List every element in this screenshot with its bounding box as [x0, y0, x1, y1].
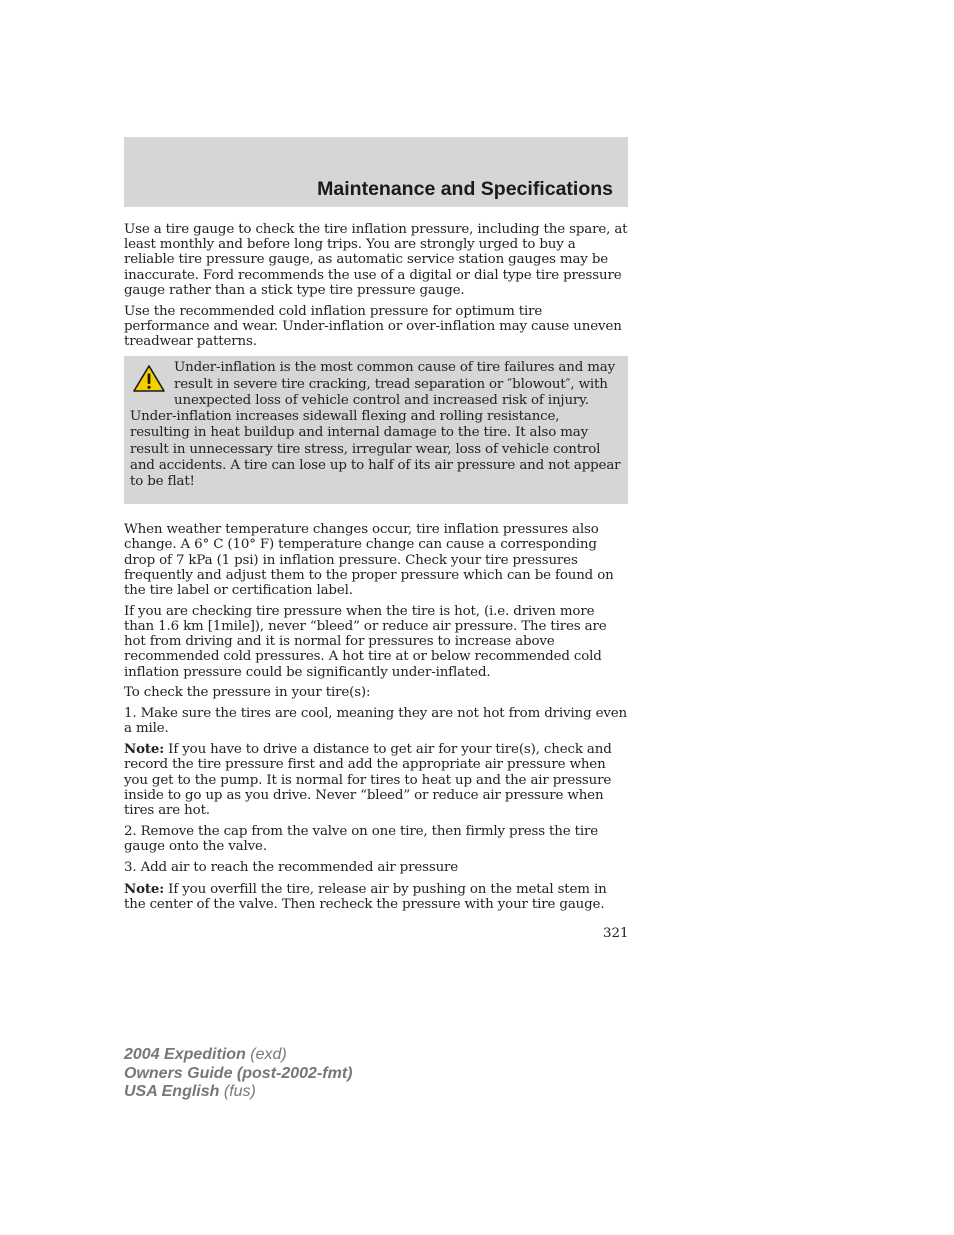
document-footer — [124, 1046, 352, 1102]
note-text: If you have to drive a distance to get air for your tire(s), check and record the tire pressure first and add the appropriate air pressure when you get to the pump. It is normal for tires to heat up and the air pressure inside to go up as you drive. Never “bleed” or reduce air pressure when tires are hot. — [124, 742, 612, 819]
step-3: 3. Add air to reach the recommended air pressure — [124, 859, 459, 875]
step-2: 2. Remove the cap from the valve on one tire, then firmly press the tire gauge onto the valve. — [124, 823, 599, 855]
footer-line-model: 2004 Expedition (exd) — [124, 1046, 287, 1063]
section-title: Maintenance and Specifications — [317, 178, 613, 200]
page-number: 321 — [603, 926, 629, 941]
warning-box — [124, 356, 628, 504]
note-text: If you overfill the tire, release air by pushing on the metal stem in the center of the valve. Then recheck the pressure with your tire gauge. — [124, 882, 607, 913]
note-label: Note: — [124, 741, 165, 758]
warning-triangle-icon — [132, 364, 166, 394]
paragraph-temperature: When weather temperature changes occur, tire inflation pressures also change. A 6° C (10° F) temperature change can cause a corresponding drop of 7 kPa (1 psi) in inflation pressure. Check your tire pressures frequently and adjust them to the proper pressure which can be found on the tire label or certification label. — [124, 522, 614, 598]
page-content — [124, 222, 628, 918]
note-label: Note: — [124, 881, 165, 898]
step-1: 1. Make sure the tires are cool, meaning they are not hot from driving even a mile. — [124, 706, 628, 737]
paragraph-cold-inflation: Use the recommended cold inflation pressure for optimum tire performance and wear. Under-inflation or over-inflation may cause uneven treadwear patterns. — [124, 303, 622, 350]
footer-line-language: USA English (fus) — [124, 1083, 256, 1100]
paragraph-check-intro: To check the pressure in your tire(s): — [124, 685, 371, 701]
note-overfill — [124, 882, 628, 912]
warning-text: Under-inflation is the most common cause of tire failures and may result in severe tire cracking, tread separation or ″blowout″, with unexpected loss of vehicle control and increased risk of injury. Under-inflation increases sidewall flexing and rolling resistance, resulting in heat buildup and internal damage to the tire. It also may result in unnecessary tire stress, irregular wear, loss of vehicle control and accidents. A tire can lose up to half of its air pressure and not appear to be flat! — [130, 360, 621, 490]
paragraph-hot-tire: If you are checking tire pressure when the tire is hot, (i.e. driven more than 1.6 km [1mile]), never “bleed” or reduce air pressure. The tires are hot from driving and it is normal for pressures to increase above recommended cold pressures. A hot tire at or below recommended cold inflation pressure could be significantly under-inflated. — [124, 603, 607, 680]
footer-line-guide: Owners Guide (post-2002-fmt) — [124, 1064, 353, 1082]
section-header-band — [124, 137, 628, 207]
paragraph-tire-gauge: Use a tire gauge to check the tire inflation pressure, including the spare, at least monthly and before long trips. You are strongly urged to buy a reliable tire pressure gauge, as automatic service station gauges may be inaccurate. Ford recommends the use of a digital or dial type tire pressure gauge rather than a stick type tire pressure gauge. — [124, 222, 628, 298]
note-drive-distance — [124, 742, 628, 818]
